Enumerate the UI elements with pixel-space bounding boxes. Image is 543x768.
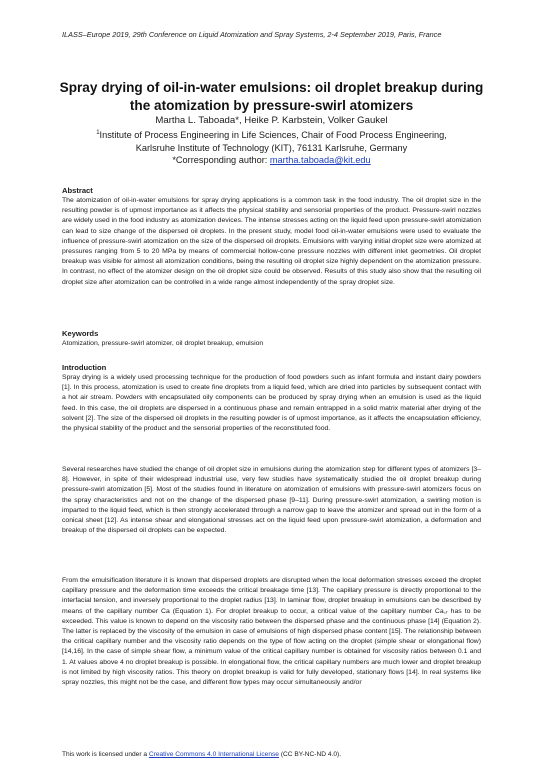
introduction-heading: Introduction xyxy=(62,363,107,372)
introduction-paragraph-2-block xyxy=(62,465,481,536)
abstract-heading: Abstract xyxy=(62,186,93,195)
affiliation-text-1: Institute of Process Engineering in Life Sciences, Chair of Food Process Engineering, xyxy=(99,130,447,141)
corresponding-author xyxy=(40,154,503,167)
introduction-section xyxy=(62,363,481,434)
introduction-paragraph-1: Spray drying is a widely used processing technique for the production of food powders such as infant formula and instant dairy powders [1]. In this process, atomization is used to create fine droplets from a liquid feed, which are dried into particles by subsequent contact with a hot air stream. Powders with encapsulated oily components can be produced by spray drying when an emulsion is used as the liquid feed. In this case, the oil droplets are dispersed in a continuous phase and remain entrapped in a solid matrix material after drying of the solvent [2]. The size of the dispersed oil droplets in the resulting powder is of upmost importance, as it affects the encapsulation efficiency, the physical stability of the product and the sensorial properties of the reconstituted food. xyxy=(62,374,481,433)
keywords-text: Atomization, pressure-swirl atomizer, oil droplet breakup, emulsion xyxy=(62,340,264,347)
affiliation-block xyxy=(40,127,503,167)
introduction-paragraph-2: Several researches have studied the change of oil droplet size in emulsions during the atomization step for different types of atomizers [3–8]. However, in spite of their widespread industrial use, very few studies have systematically studied the oil droplet breakup during pressure-swirl atomization [5]. Most of the studies found in literature on atomization of emulsions with pressure-swirl atomizers focus on the spray characteristics and not on the change of the dispersed phase [9–11]. During pressure-swirl atomization, a swirling motion is imparted to the liquid feed, which is then strongly accelerated through a narrow gap to leave the atomizer and spread out in the form of a conical sheet [12]. As intense shear and elongational stresses act on the liquid feed upon pressure-swirl atomization, a deformation and breakup of the dispersed oil droplets can be expected. xyxy=(62,466,481,535)
introduction-paragraph-3: From the emulsification literature it is known that dispersed droplets are disrupted when the local deformation stresses exceed the droplet capillary pressure and the deformation time exceeds the critical breakage time [13]. The capillary pressure is directly proportional to the interfacial tension, and inversely proportional to the droplet radius [13]. In laminar flow, droplet breakup in emulsions can be described by means of the capillary number Ca (Equation 1). For droplet breakup to occur, a critical value of the capillary number Ca꜀ᵣ has to be exceeded. This value is known to depend on the viscosity ratio between the dispersed phase and the continuous phase [14] (Equation 2). The latter is replaced by the viscosity of the emulsion in case of emulsions of high dispersed phase content [15]. The relationship between the critical capillary number and the viscosity ratio depends on the type of flow acting on the droplet (simple shear or elongational flow) [14,16]. In the case of simple shear flow, a minimum value of the critical capillary number is obtained for viscosity ratios between 0.1 and 1. At values above 4 no droplet breakup is possible. In elongational flow, the critical capillary numbers are much lower and droplet breakup is not limited by high viscosity ratios. This theory on droplet breakup is valid for fully developed, stationary flows [14]. In real systems like spray nozzles, this might not be the case, and different flow types may occur simultaneously and/or xyxy=(62,577,481,687)
corresponding-label: *Corresponding author: xyxy=(172,155,270,166)
keywords-section xyxy=(62,329,481,349)
license-prefix: This work is licensed under a xyxy=(62,751,149,758)
license-suffix: (CC BY-NC-ND 4.0). xyxy=(278,751,342,758)
author-list: Martha L. Taboada*, Heike P. Karbstein, Volker Gaukel xyxy=(155,115,388,126)
abstract-text: The atomization of oil-in-water emulsions for spray drying applications is a common task in the food industry. The oil droplet size in the resulting powder is of upmost importance as it affects the physical stability and sensorial properties of the product. Pressure-swirl nozzles are widely used in the food industry as atomization devices. The intense stresses acting on the liquid feed upon pressure-swirl atomization can lead to size change of the dispersed oil droplets. In the present study, model food oil-in-water emulsions were used to evaluate the influence of pressure-swirl atomization on the size of the dispersed oil droplets. Emulsions with varying initial droplet size were atomized at pressures ranging from 5 to 20 MPa by means of commercial hollow-cone pressure nozzles with different inlet geometries. Oil droplet breakup was visible for almost all atomization conditions, being the resulting oil droplet size highly dependent on the atomization pressure. In contrast, no effect of the atomizer design on the oil droplet size could be observed. Results of this study also show that the resulting oil droplet size after atomization can be controlled in a wide range almost independently of the spray droplet size. xyxy=(62,197,481,286)
license-footer xyxy=(62,751,492,758)
abstract-section xyxy=(62,186,481,288)
affiliation-line-1 xyxy=(40,127,503,142)
introduction-paragraph-3-block xyxy=(62,576,481,688)
affiliation-marker: 1 xyxy=(96,130,100,136)
affiliation-line-2: Karlsruhe Institute of Technology (KIT), 76131 Karlsruhe, Germany xyxy=(135,142,408,153)
keywords-heading: Keywords xyxy=(62,329,99,338)
paper-title xyxy=(40,79,503,114)
title-line-2: the atomization by pressure-swirl atomizers xyxy=(129,97,414,113)
corresponding-email-link[interactable]: martha.taboada@kit.edu xyxy=(269,155,371,166)
title-line-1: Spray drying of oil-in-water emulsions: oil droplet breakup during xyxy=(59,80,484,95)
license-link[interactable]: Creative Commons 4.0 International License xyxy=(148,751,279,758)
conference-header: ILASS–Europe 2019, 29th Conference on Liquid Atomization and Spray Systems, 2-4 September 2019, Paris, France xyxy=(62,30,442,39)
